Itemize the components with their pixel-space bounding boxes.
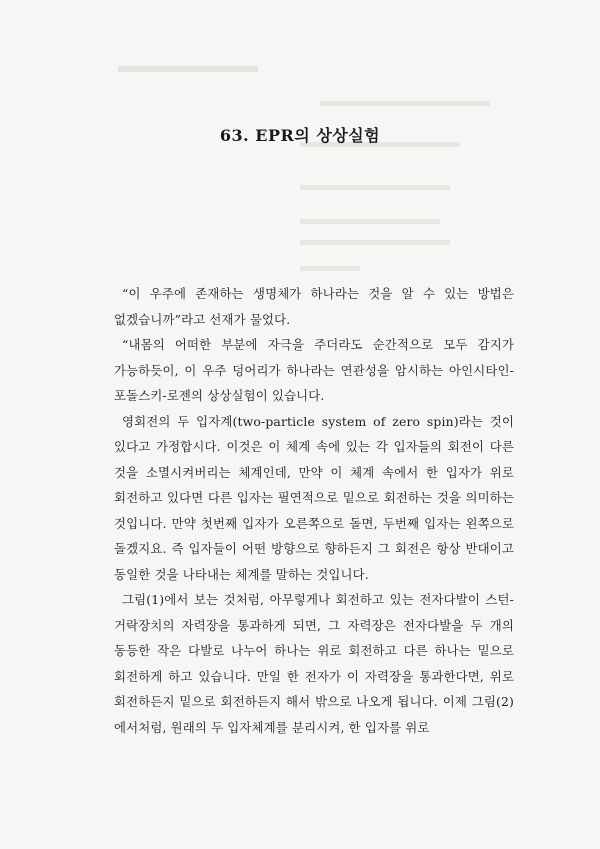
- bleed-through-mark: [300, 185, 450, 190]
- paragraph: 영회전의 두 입자계(two-particle system of zero spin)라는 것이 있다고 가정합시다. 이것은 이 체계 속에 있는 각 입자들의 회전이 다른 것을 소멸시켜버리는 체계인데, 만약 이 체계 속에서 한 입자가 위로 회전하고 있다면 다른 입자는 필연적으로 밑으로 회전하는 것을 의미하는 것입니다. 만약 첫번째 입자가 오른쪽으로 돌면, 두번째 입자는 왼쪽으로 돌겠지요. 즉 입자들이 어떤 방향으로 향하든지 그 회전은 항상 반대이고 동일한 것을 나타내는 체계를 말하는 것입니다.: [114, 413, 514, 582]
- paragraph: 그림(1)에서 보는 것처럼, 아무렇게나 회전하고 있는 전자다발이 스턴-거락장치의 자력장을 통과하게 되면, 그 자력장은 전자다발을 두 개의 동등한 작은 다발로 나누어 하나는 위로 회전하고 다른 하나는 밑으로 회전하게 하고 있습니다. 만일 한 전자가 이 자력장을 통과한다면, 위로 회전하든지 밑으로 회전하든지 해서 밖으로 나오게 됩니다. 이제 그림(2)에서처럼, 원래의 두 입자체계를 분리시켜, 한 입자를 위로: [114, 592, 514, 735]
- paragraph: “이 우주에 존재하는 생명체가 하나라는 것을 알 수 있는 방법은 없겠습니까”라고 선재가 물었다.: [114, 286, 514, 327]
- bleed-through-mark: [118, 66, 258, 72]
- paragraph: “내몸의 어떠한 부분에 자극을 주더라도 순간적으로 모두 감지가 가능하듯이, 이 우주 덩어리가 하나라는 연관성을 암시하는 아인시타인-포돌스키-로젠의 상상실험이 있습니다.: [114, 337, 514, 403]
- chapter-title: 63. EPR의 상상실험: [219, 125, 381, 145]
- body-text: [114, 281, 514, 740]
- bleed-through-mark: [300, 266, 360, 271]
- bleed-through-mark: [320, 101, 490, 106]
- bleed-through-mark: [300, 240, 450, 245]
- bleed-through-mark: [300, 219, 440, 224]
